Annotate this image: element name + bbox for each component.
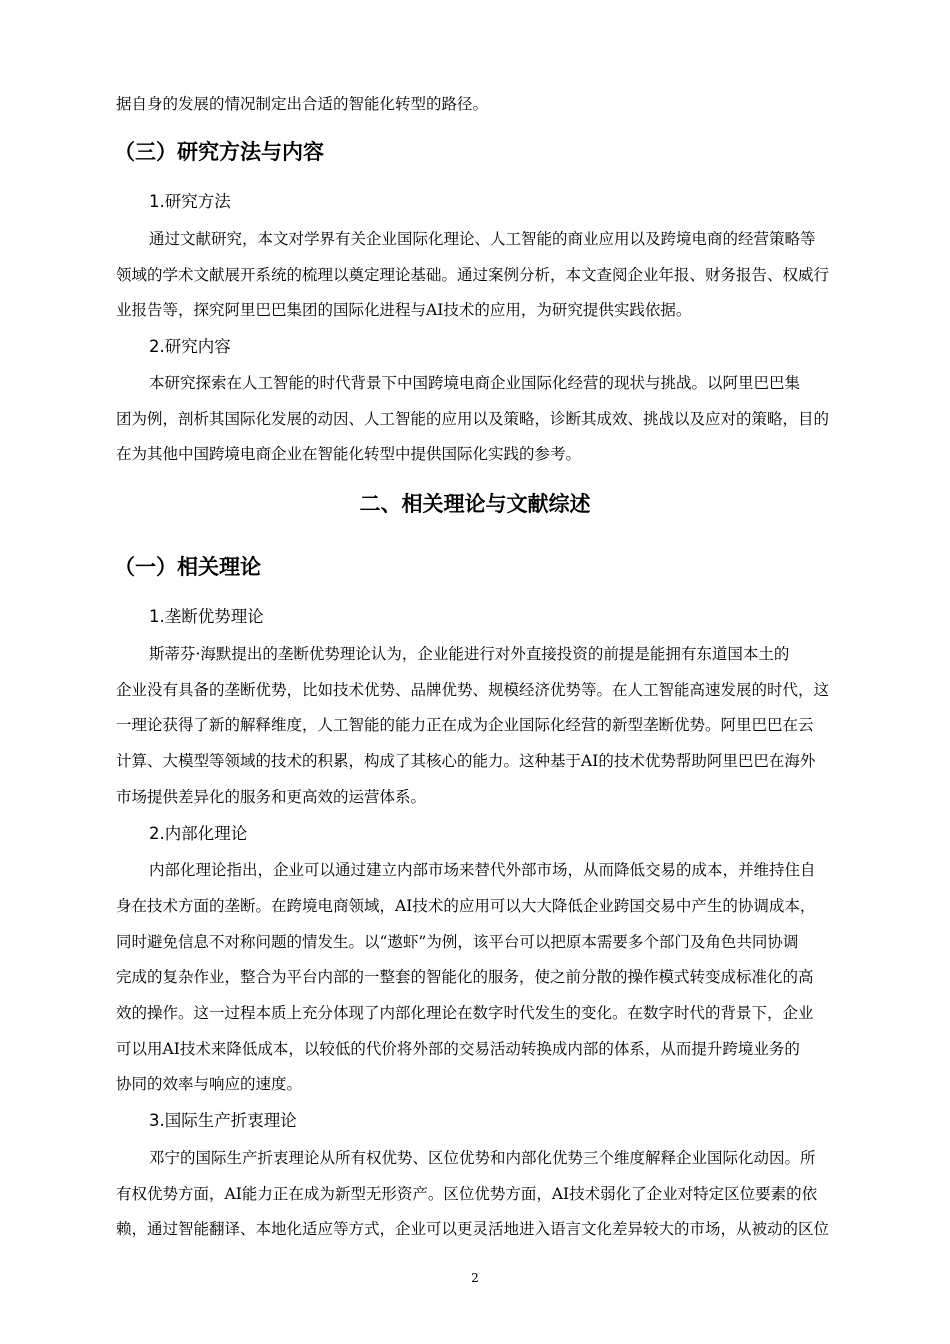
paragraph-line: 邓宁的国际生产折衷理论从所有权优势、区位优势和内部化优势三个维度解释企业国际化动因。所 (149, 1149, 816, 1167)
paragraph-line: 据自身的发展的情况制定出合适的智能化转型的路径。 (116, 95, 489, 113)
paragraph-line: 在为其他中国跨境电商企业在智能化转型中提供国际化实践的参考。 (116, 445, 582, 463)
subheading-eclectic-theory: 3.国际生产折衷理论 (149, 1111, 297, 1130)
paragraph-line: 协同的效率与响应的速度。 (116, 1075, 303, 1093)
paragraph-line: 本研究探索在人工智能的时代背景下中国跨境电商企业国际化经营的现状与挑战。以阿里巴巴集 (149, 374, 801, 392)
paragraph-line: 同时避免信息不对称问题的情发生。以“遨虾”为例，该平台可以把原本需要多个部门及角色共同协调 (116, 933, 799, 951)
paragraph-line: 一理论获得了新的解释维度，人工智能的能力正在成为企业国际化经营的新型垄断优势。阿里巴巴在云 (116, 716, 814, 734)
paragraph-line: 计算、大模型等领域的技术的积累，构成了其核心的能力。这种基于AI的技术优势帮助阿里巴巴在海外 (116, 752, 816, 770)
paragraph-line: 可以用AI技术来降低成本，以较低的代价将外部的交易活动转换成内部的体系，从而提升跨境业务的 (116, 1040, 800, 1058)
subheading-research-content: 2.研究内容 (149, 337, 231, 356)
paragraph-line: 团为例，剖析其国际化发展的动因、人工智能的应用以及策略，诊断其成效、挑战以及应对的策略，目的 (116, 410, 830, 428)
paragraph-line: 市场提供差异化的服务和更高效的运营体系。 (116, 788, 427, 806)
paragraph-line: 有权优势方面，AI能力正在成为新型无形资产。区位优势方面，AI技术弱化了企业对特定区位要素的依 (116, 1185, 818, 1203)
paragraph-line: 业报告等，探究阿里巴巴集团的国际化进程与AI技术的应用，为研究提供实践依据。 (116, 301, 692, 319)
subheading-monopolistic-advantage: 1.垄断优势理论 (149, 607, 264, 626)
paragraph-line: 斯蒂芬·海默提出的垄断优势理论认为，企业能进行对外直接投资的前提是能拥有东道国本土的 (149, 645, 790, 663)
section-heading-related-theories: （一）相关理论 (114, 555, 261, 579)
subheading-research-method: 1.研究方法 (149, 192, 231, 211)
paragraph-line: 内部化理论指出，企业可以通过建立内部市场来替代外部市场，从而降低交易的成本，并维持住自 (149, 861, 816, 879)
subheading-internalization: 2.内部化理论 (149, 824, 248, 843)
chapter-heading: 二、相关理论与文献综述 (359, 492, 591, 516)
page-number: 2 (471, 1271, 479, 1285)
paragraph-line: 效的操作。这一过程本质上充分体现了内部化理论在数字时代发生的变化。在数字时代的背景下，企业 (116, 1004, 814, 1022)
paragraph-line: 身在技术方面的垄断。在跨境电商领域，AI技术的应用可以大大降低企业跨国交易中产生的协调成本， (116, 897, 816, 915)
section-heading-research-methods: （三）研究方法与内容 (114, 140, 324, 164)
paragraph-line: 完成的复杂作业，整合为平台内部的一整套的智能化的服务，使之前分散的操作模式转变成标准化的高 (116, 968, 814, 986)
paragraph-line: 赖，通过智能翻译、本地化适应等方式，企业可以更灵活地进入语言文化差异较大的市场，从被动的区位 (116, 1220, 830, 1238)
paragraph-line: 通过文献研究，本文对学界有关企业国际化理论、人工智能的商业应用以及跨境电商的经营策略等 (149, 230, 816, 248)
paragraph-line: 企业没有具备的垄断优势，比如技术优势、品牌优势、规模经济优势等。在人工智能高速发展的时代，这 (116, 681, 830, 699)
paragraph-line: 领域的学术文献展开系统的梳理以奠定理论基础。通过案例分析，本文查阅企业年报、财务报告、权威行 (116, 266, 830, 284)
